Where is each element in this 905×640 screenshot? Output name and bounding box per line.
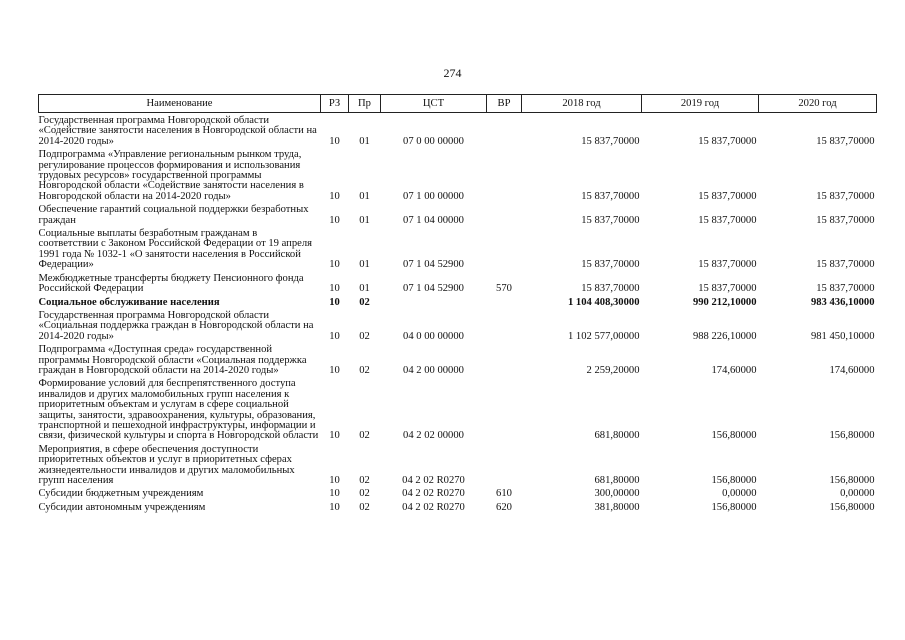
- header-name: Наименование: [39, 95, 321, 113]
- row-vr: 570: [496, 283, 512, 295]
- header-cst: ЦСТ: [381, 95, 487, 113]
- row-2018: 15 837,70000: [581, 283, 640, 295]
- row-2019: 988 226,10000: [692, 330, 757, 342]
- row-pr: 01: [359, 135, 370, 147]
- row-name: Межбюджетные трансферты бюджету Пенсионного фонда Российской Федерации: [38, 272, 304, 295]
- row-2019: 15 837,70000: [698, 259, 757, 271]
- row-rz: 10: [329, 214, 340, 226]
- row-2020: 156,80000: [829, 501, 875, 513]
- header-2018: 2018 год: [522, 95, 642, 113]
- row-rz: 10: [329, 259, 340, 271]
- row-vr: [487, 310, 522, 344]
- row-name: Мероприятия, в сфере обеспечения доступности приоритетных объектов и услуг в приоритетных сферах жизнедеятельности инвалидов и других маломобильных групп населения: [38, 443, 295, 486]
- row-2018: 1 102 577,00000: [567, 330, 640, 342]
- row-cst: 04 0 00 00000: [403, 330, 464, 342]
- table-row: [39, 273, 877, 297]
- row-2019: 15 837,70000: [698, 214, 757, 226]
- row-name: Государственная программа Новгородской области «Социальная поддержка граждан в Новгородской области на 2014-2020 годы»: [38, 309, 314, 342]
- row-pr: 02: [359, 488, 370, 500]
- row-pr: 01: [359, 214, 370, 226]
- row-pr: 01: [359, 190, 370, 202]
- row-vr: [487, 149, 522, 204]
- row-2019: 156,80000: [711, 475, 757, 486]
- header-2019: 2019 год: [642, 95, 759, 113]
- row-cst: 04 2 02 R0270: [402, 501, 465, 513]
- table-row: [39, 204, 877, 228]
- row-2019: 174,60000: [711, 364, 757, 376]
- row-name: Обеспечение гарантий социальной поддержки безработных граждан: [38, 204, 309, 226]
- row-2020: 15 837,70000: [816, 259, 875, 271]
- row-2018: 2 259,20000: [586, 364, 640, 376]
- row-2019: 15 837,70000: [698, 190, 757, 202]
- row-rz: 10: [329, 296, 340, 308]
- table-body: [39, 113, 877, 516]
- row-cst: 07 1 04 52900: [403, 283, 464, 295]
- row-pr: 02: [359, 296, 370, 308]
- row-2019: 156,80000: [711, 430, 757, 442]
- table-row: [39, 310, 877, 344]
- row-pr: 02: [359, 330, 370, 342]
- header-vr: ВР: [487, 95, 522, 113]
- row-vr: [487, 113, 522, 150]
- row-vr: 620: [496, 501, 512, 513]
- row-rz: 10: [329, 488, 340, 500]
- table-row: [39, 344, 877, 378]
- row-rz: 10: [329, 190, 340, 202]
- row-cst: 04 2 02 00000: [403, 430, 464, 442]
- row-cst: 07 1 00 00000: [403, 190, 464, 202]
- row-vr: [487, 344, 522, 378]
- row-rz: 10: [329, 501, 340, 513]
- header-pr: Пр: [349, 95, 381, 113]
- row-rz: 10: [329, 430, 340, 442]
- row-name: Подпрограмма «Доступная среда» государственной программы Новгородской области «Социальная поддержка граждан в Новгородской области на 2014-2020 годы»: [38, 344, 307, 376]
- row-2020: 15 837,70000: [816, 135, 875, 147]
- row-vr: [487, 444, 522, 489]
- table-header: [39, 95, 877, 113]
- row-name: Формирование условий для беспрепятственного доступа инвалидов и других маломобильных групп населения к приоритетным объектам и услугам в сфере социальной защиты, занятости, здравоохранения, культуры, образования, транспортной и пешеходной инфраструктуры, информации и связи, физической культуры и спорта в Новгородской области: [38, 378, 319, 442]
- row-vr: [487, 228, 522, 273]
- row-vr: [487, 378, 522, 443]
- row-2019: 990 212,10000: [692, 296, 757, 308]
- row-name: Подпрограмма «Управление региональным рынком труда, регулирование процессов формирования и использования трудовых ресурсов» государственной программы Новгородской области «Содействие занятости населения в Новгородской области на 2014-2020 годы»: [38, 149, 304, 202]
- row-cst: 07 1 04 00000: [403, 214, 464, 226]
- row-2020: 174,60000: [829, 364, 875, 376]
- row-name: Субсидии автономным учреждениям: [38, 501, 206, 513]
- row-2020: 983 436,10000: [810, 296, 875, 308]
- row-2020: 156,80000: [829, 475, 875, 486]
- row-pr: 02: [359, 430, 370, 442]
- row-cst: 04 2 00 00000: [403, 364, 464, 376]
- row-2020: 15 837,70000: [816, 214, 875, 226]
- row-2018: 15 837,70000: [581, 135, 640, 147]
- row-name: Социальные выплаты безработным гражданам в соответствии с Законом Российской Федерации от 19 апреля 1991 года № 1032-1 «О занятости населения в Российской Федерации»: [38, 228, 312, 271]
- row-vr: [487, 297, 522, 310]
- row-2018: 15 837,70000: [581, 190, 640, 202]
- budget-table: [38, 94, 877, 515]
- row-pr: 01: [359, 283, 370, 295]
- row-cst: 07 0 00 00000: [403, 135, 464, 147]
- row-2019: 15 837,70000: [698, 283, 757, 295]
- page-number: 274: [443, 66, 462, 80]
- row-rz: 10: [329, 475, 340, 486]
- table-row: [39, 149, 877, 204]
- row-pr: 02: [359, 364, 370, 376]
- row-2018: 681,80000: [594, 475, 640, 486]
- row-2019: 156,80000: [711, 501, 757, 513]
- table-row: [39, 297, 877, 310]
- row-pr: 02: [359, 501, 370, 513]
- table-row: [39, 378, 877, 443]
- table-row: [39, 502, 877, 515]
- row-2020: 0,00000: [840, 488, 875, 500]
- row-2018: 381,80000: [594, 501, 640, 513]
- row-2018: 1 104 408,30000: [567, 296, 640, 308]
- row-2020: 15 837,70000: [816, 283, 875, 295]
- row-vr: [487, 204, 522, 228]
- row-2019: 15 837,70000: [698, 135, 757, 147]
- row-name: Субсидии бюджетным учреждениям: [38, 488, 204, 500]
- row-pr: 02: [359, 475, 370, 486]
- row-name: Социальное обслуживание населения: [38, 296, 220, 308]
- row-2020: 15 837,70000: [816, 190, 875, 202]
- row-rz: 10: [329, 283, 340, 295]
- table-row: [39, 113, 877, 150]
- row-2018: 15 837,70000: [581, 259, 640, 271]
- row-rz: 10: [329, 330, 340, 342]
- row-2020: 981 450,10000: [810, 330, 875, 342]
- row-rz: 10: [329, 364, 340, 376]
- row-2018: 15 837,70000: [581, 214, 640, 226]
- row-2018: 681,80000: [594, 430, 640, 442]
- row-2020: 156,80000: [829, 430, 875, 442]
- row-2018: 300,00000: [594, 488, 640, 500]
- header-row: [39, 95, 877, 113]
- row-cst: [381, 297, 487, 310]
- row-cst: 04 2 02 R0270: [402, 475, 465, 486]
- row-pr: 01: [359, 259, 370, 271]
- header-2020: 2020 год: [759, 95, 877, 113]
- row-name: Государственная программа Новгородской области «Содействие занятости населения в Новгородской области на 2014-2020 годы»: [38, 115, 317, 147]
- row-cst: 07 1 04 52900: [403, 259, 464, 271]
- row-rz: 10: [329, 135, 340, 147]
- table-row: [39, 488, 877, 501]
- row-cst: 04 2 02 R0270: [402, 488, 465, 500]
- table-row: [39, 444, 877, 489]
- row-2019: 0,00000: [722, 488, 757, 500]
- table-row: [39, 228, 877, 273]
- row-vr: 610: [496, 488, 512, 500]
- header-rz: РЗ: [321, 95, 349, 113]
